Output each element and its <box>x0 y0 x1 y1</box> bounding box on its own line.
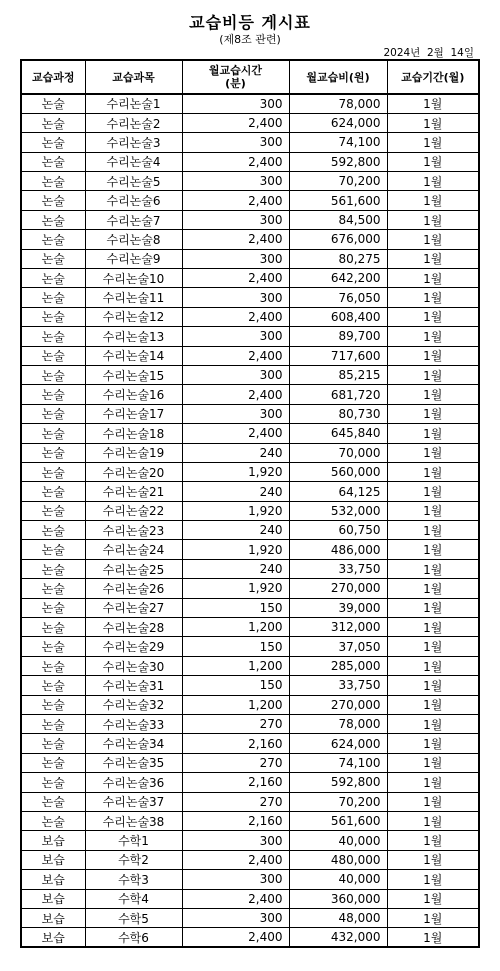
cell-course: 논술 <box>21 618 85 637</box>
cell-period: 1월 <box>387 734 479 753</box>
cell-monthly-hours: 150 <box>182 598 289 617</box>
cell-period: 1월 <box>387 540 479 559</box>
cell-course: 논술 <box>21 715 85 734</box>
cell-monthly-fee: 39,000 <box>289 598 387 617</box>
cell-course: 논술 <box>21 327 85 346</box>
cell-subject: 수학6 <box>85 928 182 947</box>
cell-course: 논술 <box>21 559 85 578</box>
cell-course: 논술 <box>21 598 85 617</box>
cell-course: 논술 <box>21 540 85 559</box>
cell-monthly-fee: 74,100 <box>289 133 387 152</box>
cell-subject: 수학3 <box>85 870 182 889</box>
cell-period: 1월 <box>387 327 479 346</box>
cell-monthly-fee: 592,800 <box>289 152 387 171</box>
cell-monthly-fee: 624,000 <box>289 113 387 132</box>
table-row <box>21 773 479 792</box>
cell-monthly-hours: 2,400 <box>182 346 289 365</box>
cell-course: 논술 <box>21 773 85 792</box>
cell-course: 논술 <box>21 191 85 210</box>
cell-monthly-hours: 2,400 <box>182 424 289 443</box>
cell-monthly-fee: 608,400 <box>289 307 387 326</box>
cell-subject: 수리논술11 <box>85 288 182 307</box>
cell-monthly-fee: 312,000 <box>289 618 387 637</box>
table-row <box>21 501 479 520</box>
cell-period: 1월 <box>387 346 479 365</box>
header-course: 교습과정 <box>21 60 85 94</box>
cell-subject: 수리논술36 <box>85 773 182 792</box>
cell-monthly-fee: 40,000 <box>289 831 387 850</box>
cell-course: 논술 <box>21 210 85 229</box>
cell-monthly-fee: 70,200 <box>289 172 387 191</box>
cell-monthly-fee: 717,600 <box>289 346 387 365</box>
cell-monthly-fee: 80,730 <box>289 404 387 423</box>
cell-monthly-hours: 300 <box>182 327 289 346</box>
cell-subject: 수리논술1 <box>85 94 182 113</box>
cell-monthly-hours: 300 <box>182 249 289 268</box>
table-row <box>21 307 479 326</box>
cell-period: 1월 <box>387 249 479 268</box>
cell-subject: 수리논술17 <box>85 404 182 423</box>
cell-period: 1월 <box>387 637 479 656</box>
cell-period: 1월 <box>387 172 479 191</box>
cell-monthly-hours: 270 <box>182 753 289 772</box>
cell-subject: 수리논술30 <box>85 656 182 675</box>
cell-monthly-hours: 300 <box>182 172 289 191</box>
cell-monthly-hours: 1,200 <box>182 656 289 675</box>
cell-course: 논술 <box>21 288 85 307</box>
cell-monthly-hours: 1,920 <box>182 579 289 598</box>
cell-course: 논술 <box>21 230 85 249</box>
cell-subject: 수리논술32 <box>85 695 182 714</box>
cell-monthly-hours: 1,920 <box>182 462 289 481</box>
cell-course: 논술 <box>21 404 85 423</box>
header-monthly-fee: 월교습비(원) <box>289 60 387 94</box>
cell-monthly-hours: 1,200 <box>182 695 289 714</box>
table-row <box>21 443 479 462</box>
cell-monthly-hours: 300 <box>182 133 289 152</box>
cell-subject: 수리논술3 <box>85 133 182 152</box>
cell-monthly-hours: 300 <box>182 831 289 850</box>
cell-monthly-fee: 270,000 <box>289 695 387 714</box>
cell-subject: 수리논술10 <box>85 269 182 288</box>
table-row <box>21 656 479 675</box>
cell-period: 1월 <box>387 94 479 113</box>
cell-monthly-hours: 300 <box>182 210 289 229</box>
cell-monthly-hours: 300 <box>182 870 289 889</box>
cell-subject: 수리논술13 <box>85 327 182 346</box>
cell-course: 논술 <box>21 365 85 384</box>
cell-monthly-fee: 33,750 <box>289 559 387 578</box>
cell-subject: 수리논술2 <box>85 113 182 132</box>
cell-monthly-hours: 240 <box>182 559 289 578</box>
cell-course: 논술 <box>21 249 85 268</box>
cell-period: 1월 <box>387 618 479 637</box>
table-row <box>21 482 479 501</box>
cell-period: 1월 <box>387 191 479 210</box>
cell-subject: 수리논술6 <box>85 191 182 210</box>
cell-monthly-hours: 2,160 <box>182 734 289 753</box>
table-row <box>21 831 479 850</box>
cell-period: 1월 <box>387 133 479 152</box>
table-row <box>21 850 479 869</box>
cell-monthly-hours: 1,920 <box>182 540 289 559</box>
cell-monthly-fee: 37,050 <box>289 637 387 656</box>
cell-course: 논술 <box>21 307 85 326</box>
cell-subject: 수리논술14 <box>85 346 182 365</box>
cell-course: 보습 <box>21 850 85 869</box>
table-row <box>21 540 479 559</box>
cell-course: 논술 <box>21 482 85 501</box>
cell-course: 논술 <box>21 152 85 171</box>
cell-monthly-fee: 85,215 <box>289 365 387 384</box>
cell-monthly-fee: 676,000 <box>289 230 387 249</box>
cell-monthly-fee: 76,050 <box>289 288 387 307</box>
cell-monthly-hours: 150 <box>182 637 289 656</box>
cell-monthly-fee: 561,600 <box>289 191 387 210</box>
table-row <box>21 715 479 734</box>
cell-monthly-hours: 2,400 <box>182 152 289 171</box>
cell-period: 1월 <box>387 792 479 811</box>
cell-monthly-fee: 532,000 <box>289 501 387 520</box>
table-row <box>21 152 479 171</box>
cell-subject: 수학5 <box>85 908 182 927</box>
cell-course: 논술 <box>21 462 85 481</box>
table-row <box>21 424 479 443</box>
table-row <box>21 327 479 346</box>
cell-subject: 수리논술21 <box>85 482 182 501</box>
table-row <box>21 618 479 637</box>
cell-period: 1월 <box>387 579 479 598</box>
cell-subject: 수리논술16 <box>85 385 182 404</box>
cell-subject: 수리논술29 <box>85 637 182 656</box>
table-row <box>21 734 479 753</box>
cell-subject: 수리논술37 <box>85 792 182 811</box>
cell-monthly-fee: 60,750 <box>289 521 387 540</box>
cell-monthly-fee: 681,720 <box>289 385 387 404</box>
cell-monthly-fee: 486,000 <box>289 540 387 559</box>
cell-monthly-hours: 2,400 <box>182 889 289 908</box>
table-row <box>21 113 479 132</box>
table-row <box>21 269 479 288</box>
cell-period: 1월 <box>387 773 479 792</box>
page-title: 교습비등 게시표 <box>189 13 311 32</box>
cell-subject: 수리논술25 <box>85 559 182 578</box>
cell-monthly-hours: 270 <box>182 792 289 811</box>
cell-monthly-fee: 78,000 <box>289 715 387 734</box>
cell-period: 1월 <box>387 288 479 307</box>
cell-monthly-hours: 2,400 <box>182 269 289 288</box>
table-row <box>21 811 479 830</box>
cell-monthly-fee: 33,750 <box>289 676 387 695</box>
cell-monthly-fee: 48,000 <box>289 908 387 927</box>
cell-course: 논술 <box>21 385 85 404</box>
cell-subject: 수리논술34 <box>85 734 182 753</box>
cell-subject: 수리논술27 <box>85 598 182 617</box>
cell-subject: 수리논술24 <box>85 540 182 559</box>
cell-monthly-fee: 40,000 <box>289 870 387 889</box>
cell-monthly-hours: 2,400 <box>182 385 289 404</box>
cell-monthly-hours: 240 <box>182 521 289 540</box>
cell-monthly-fee: 561,600 <box>289 811 387 830</box>
page-subtitle: (제8조 관련) <box>219 33 281 46</box>
cell-monthly-hours: 2,400 <box>182 191 289 210</box>
cell-subject: 수리논술23 <box>85 521 182 540</box>
table-row <box>21 133 479 152</box>
cell-period: 1월 <box>387 598 479 617</box>
cell-period: 1월 <box>387 676 479 695</box>
cell-monthly-fee: 89,700 <box>289 327 387 346</box>
cell-period: 1월 <box>387 559 479 578</box>
table-row <box>21 230 479 249</box>
cell-course: 논술 <box>21 811 85 830</box>
cell-monthly-fee: 592,800 <box>289 773 387 792</box>
table-row <box>21 598 479 617</box>
table-row <box>21 385 479 404</box>
cell-period: 1월 <box>387 385 479 404</box>
cell-period: 1월 <box>387 908 479 927</box>
posting-date: 2024년 2월 14일 <box>383 47 474 59</box>
cell-period: 1월 <box>387 521 479 540</box>
cell-subject: 수리논술7 <box>85 210 182 229</box>
cell-monthly-hours: 1,920 <box>182 501 289 520</box>
cell-monthly-hours: 2,400 <box>182 113 289 132</box>
cell-subject: 수리논술18 <box>85 424 182 443</box>
cell-period: 1월 <box>387 695 479 714</box>
cell-course: 논술 <box>21 172 85 191</box>
cell-period: 1월 <box>387 462 479 481</box>
table-row <box>21 695 479 714</box>
cell-monthly-fee: 645,840 <box>289 424 387 443</box>
cell-period: 1월 <box>387 230 479 249</box>
table-row <box>21 676 479 695</box>
cell-period: 1월 <box>387 656 479 675</box>
table-row <box>21 462 479 481</box>
cell-period: 1월 <box>387 269 479 288</box>
cell-monthly-fee: 270,000 <box>289 579 387 598</box>
cell-course: 논술 <box>21 346 85 365</box>
cell-course: 논술 <box>21 734 85 753</box>
cell-monthly-hours: 2,160 <box>182 773 289 792</box>
cell-course: 보습 <box>21 889 85 908</box>
table-row <box>21 870 479 889</box>
table-body <box>21 94 479 947</box>
cell-period: 1월 <box>387 152 479 171</box>
cell-monthly-hours: 2,400 <box>182 230 289 249</box>
table-row <box>21 94 479 113</box>
cell-period: 1월 <box>387 424 479 443</box>
table-row <box>21 928 479 947</box>
table-row <box>21 792 479 811</box>
table-row <box>21 249 479 268</box>
cell-monthly-hours: 300 <box>182 908 289 927</box>
cell-monthly-hours: 240 <box>182 443 289 462</box>
cell-period: 1월 <box>387 811 479 830</box>
table-row <box>21 365 479 384</box>
cell-period: 1월 <box>387 850 479 869</box>
cell-course: 논술 <box>21 443 85 462</box>
cell-subject: 수리논술22 <box>85 501 182 520</box>
cell-monthly-hours: 2,400 <box>182 928 289 947</box>
cell-course: 논술 <box>21 656 85 675</box>
cell-course: 논술 <box>21 501 85 520</box>
cell-monthly-hours: 270 <box>182 715 289 734</box>
cell-subject: 수리논술9 <box>85 249 182 268</box>
table-row <box>21 404 479 423</box>
cell-subject: 수리논술20 <box>85 462 182 481</box>
cell-monthly-fee: 642,200 <box>289 269 387 288</box>
cell-subject: 수리논술15 <box>85 365 182 384</box>
cell-course: 논술 <box>21 521 85 540</box>
cell-monthly-hours: 150 <box>182 676 289 695</box>
cell-monthly-hours: 1,200 <box>182 618 289 637</box>
cell-monthly-hours: 2,400 <box>182 850 289 869</box>
header-period: 교습기간(월) <box>387 60 479 94</box>
cell-monthly-hours: 300 <box>182 288 289 307</box>
cell-period: 1월 <box>387 210 479 229</box>
cell-subject: 수리논술31 <box>85 676 182 695</box>
cell-monthly-hours: 2,160 <box>182 811 289 830</box>
cell-monthly-hours: 2,400 <box>182 307 289 326</box>
cell-course: 보습 <box>21 928 85 947</box>
table-row <box>21 288 479 307</box>
cell-course: 보습 <box>21 908 85 927</box>
cell-period: 1월 <box>387 482 479 501</box>
cell-period: 1월 <box>387 365 479 384</box>
table-row <box>21 889 479 908</box>
cell-monthly-hours: 300 <box>182 94 289 113</box>
cell-period: 1월 <box>387 113 479 132</box>
cell-period: 1월 <box>387 928 479 947</box>
cell-period: 1월 <box>387 889 479 908</box>
cell-monthly-fee: 432,000 <box>289 928 387 947</box>
cell-period: 1월 <box>387 753 479 772</box>
cell-course: 논술 <box>21 269 85 288</box>
table-row <box>21 191 479 210</box>
cell-course: 논술 <box>21 695 85 714</box>
cell-course: 논술 <box>21 424 85 443</box>
cell-course: 논술 <box>21 676 85 695</box>
table-row <box>21 521 479 540</box>
cell-subject: 수학1 <box>85 831 182 850</box>
cell-subject: 수리논술5 <box>85 172 182 191</box>
cell-monthly-fee: 80,275 <box>289 249 387 268</box>
cell-monthly-fee: 70,200 <box>289 792 387 811</box>
cell-period: 1월 <box>387 404 479 423</box>
cell-subject: 수리논술8 <box>85 230 182 249</box>
cell-monthly-fee: 624,000 <box>289 734 387 753</box>
header-monthly-hours: 월교습시간 (분) <box>182 60 289 94</box>
cell-period: 1월 <box>387 307 479 326</box>
cell-monthly-fee: 560,000 <box>289 462 387 481</box>
cell-monthly-fee: 74,100 <box>289 753 387 772</box>
cell-course: 논술 <box>21 133 85 152</box>
cell-course: 논술 <box>21 113 85 132</box>
cell-course: 논술 <box>21 579 85 598</box>
cell-course: 논술 <box>21 637 85 656</box>
cell-monthly-hours: 300 <box>182 404 289 423</box>
cell-subject: 수리논술4 <box>85 152 182 171</box>
cell-subject: 수리논술19 <box>85 443 182 462</box>
cell-monthly-fee: 78,000 <box>289 94 387 113</box>
cell-monthly-hours: 300 <box>182 365 289 384</box>
cell-monthly-fee: 360,000 <box>289 889 387 908</box>
cell-period: 1월 <box>387 443 479 462</box>
table-row <box>21 346 479 365</box>
cell-subject: 수리논술26 <box>85 579 182 598</box>
cell-course: 보습 <box>21 831 85 850</box>
cell-course: 논술 <box>21 792 85 811</box>
cell-course: 논술 <box>21 94 85 113</box>
cell-monthly-fee: 480,000 <box>289 850 387 869</box>
table-row <box>21 908 479 927</box>
table-row <box>21 637 479 656</box>
table-row <box>21 172 479 191</box>
cell-course: 논술 <box>21 753 85 772</box>
cell-monthly-fee: 64,125 <box>289 482 387 501</box>
cell-subject: 수학4 <box>85 889 182 908</box>
cell-subject: 수학2 <box>85 850 182 869</box>
table-header-row <box>21 60 479 94</box>
cell-subject: 수리논술35 <box>85 753 182 772</box>
cell-monthly-fee: 70,000 <box>289 443 387 462</box>
cell-period: 1월 <box>387 501 479 520</box>
cell-monthly-fee: 84,500 <box>289 210 387 229</box>
table-row <box>21 559 479 578</box>
table-row <box>21 753 479 772</box>
cell-subject: 수리논술28 <box>85 618 182 637</box>
table-row <box>21 579 479 598</box>
cell-period: 1월 <box>387 715 479 734</box>
cell-subject: 수리논술33 <box>85 715 182 734</box>
cell-monthly-fee: 285,000 <box>289 656 387 675</box>
fee-table <box>20 59 480 948</box>
cell-subject: 수리논술38 <box>85 811 182 830</box>
cell-course: 보습 <box>21 870 85 889</box>
header-subject: 교습과목 <box>85 60 182 94</box>
table-row <box>21 210 479 229</box>
cell-subject: 수리논술12 <box>85 307 182 326</box>
cell-period: 1월 <box>387 870 479 889</box>
cell-monthly-hours: 240 <box>182 482 289 501</box>
cell-period: 1월 <box>387 831 479 850</box>
